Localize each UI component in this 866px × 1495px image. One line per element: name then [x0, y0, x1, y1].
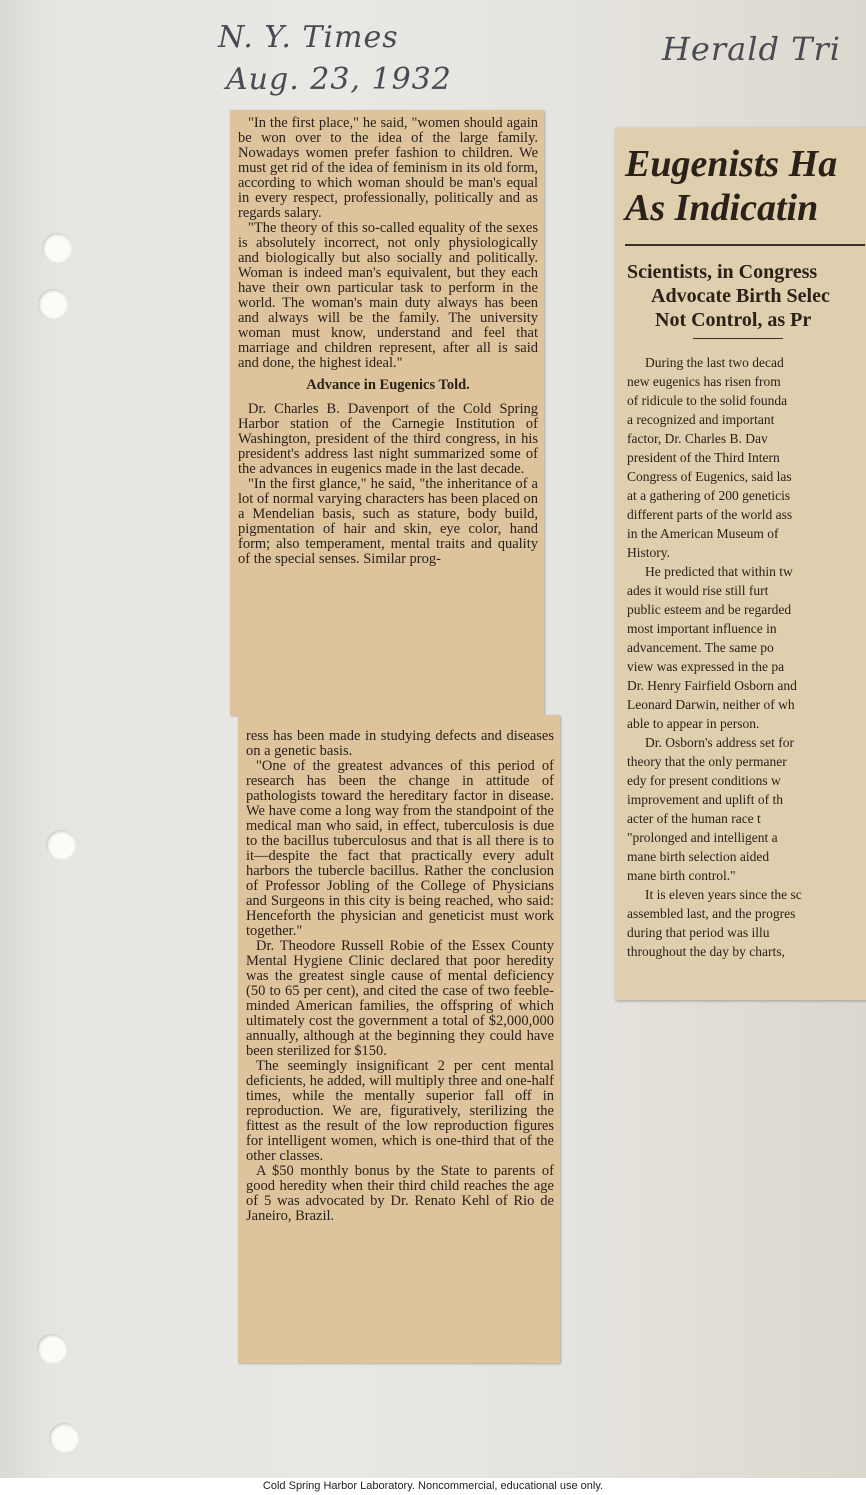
clipping-right [615, 128, 866, 1000]
article-line: Dr. Osborn's address set for [645, 735, 795, 750]
article-line: view was expressed in the pa [627, 659, 785, 674]
article-line: Dr. Henry Fairfield Osborn and [627, 678, 797, 693]
headline-line: Eugenists Ha [625, 143, 838, 185]
article-line: during that period was illu [627, 925, 770, 940]
article-line: public esteem and be regarded [627, 602, 792, 617]
divider [625, 244, 865, 246]
article-line: president of the Third Intern [627, 450, 780, 465]
headline-line: As Indicatin [625, 187, 819, 229]
divider [693, 338, 783, 339]
handwritten-date: Aug. 23, 1932 [226, 62, 452, 97]
article-line: different parts of the world ass [627, 507, 793, 522]
binder-hole-1 [42, 233, 72, 263]
handwritten-source-right: Herald Tri [662, 30, 841, 68]
article-line: improvement and uplift of th [627, 792, 783, 807]
article-body [615, 353, 866, 961]
paragraph: "One of the greatest advances of this period of research has been the change in attitude of pathologists toward the hereditary factor in disease. We have come a long way from the standpoint of the medical man who said, in effect, tuberculosis is due to the bacillus tuberculosus and that is all there is to it—despite the fact that practically every adult harbors the tubercle bacillus. Rather the conclusion of Professor Jobling of the College of Physicians and Surgeons in this city is being reached, who said: Henceforth the physician and geneticist must work together." [246, 758, 554, 939]
article-line: He predicted that within tw [645, 564, 793, 579]
article-line: at a gathering of 200 geneticis [627, 488, 791, 503]
article-line: mane birth control." [627, 868, 736, 883]
article-line: most important influence in [627, 621, 777, 636]
article-line: "prolonged and intelligent a [627, 830, 778, 845]
paragraph: "In the first glance," he said, "the inheritance of a lot of normal varying characters has been placed on a Mendelian basis, such as stature, body build, pigmentation of hair and skin, eye color, hand form; also temperament, mental traits and quality of the special senses. Similar prog- [238, 476, 538, 567]
article-line: History. [627, 545, 670, 560]
article-line: advancement. The same po [627, 640, 774, 655]
article-line: edy for present conditions w [627, 773, 781, 788]
deck [615, 260, 866, 332]
clipping-lower [238, 715, 560, 1363]
headline [615, 128, 866, 230]
binder-hole-4 [37, 1334, 67, 1364]
article-line: theory that the only permaner [627, 754, 787, 769]
article-line: Leonard Darwin, neither of wh [627, 697, 795, 712]
article-line: assembled last, and the progres [627, 906, 796, 921]
article-line: acter of the human race t [627, 811, 761, 826]
paragraph: The seemingly insignificant 2 per cent mental deficients, he added, will multiply three and one-half times, while the mentally superior fall off in reproduction. We are, figuratively, sterilizing the fittest as the result of the low reproduction figures for intelligent women, which is one-third that of the other classes. [246, 1058, 554, 1164]
deck-line: Not Control, as Pr [655, 309, 812, 331]
footer-credit: Cold Spring Harbor Laboratory. Noncommercial, educational use only. [0, 1478, 866, 1495]
binder-hole-2 [38, 289, 68, 319]
article-line: During the last two decad [645, 355, 784, 370]
section-subhead: Advance in Eugenics Told. [306, 377, 470, 393]
paragraph: Dr. Charles B. Davenport of the Cold Spring Harbor station of the Carnegie Institution of Washington, president of the third congress, in his president's address last night summarized some of the advances in eugenics made in the last decade. [238, 401, 538, 477]
article-line: It is eleven years since the sc [645, 887, 802, 902]
article-line: new eugenics has risen from [627, 374, 781, 389]
paragraph: A $50 monthly bonus by the State to parents of good heredity when their third child reaches the age of 5 was advocated by Dr. Renato Kehl of Rio de Janeiro, Brazil. [246, 1163, 554, 1224]
clipping-upper [230, 110, 544, 715]
article-line: in the American Museum of [627, 526, 779, 541]
paragraph: "The theory of this so-called equality of the sexes is absolutely incorrect, not only physiologically and biologically but also socially and politically. Woman is indeed man's equivalent, but they each have their own particular task to perform in the world. The woman's main duty always has been and always will be the family. The university woman must know, understand and feel that marriage and children represent, after all is said and done, the highest ideal." [238, 220, 538, 371]
article-line: factor, Dr. Charles B. Dav [627, 431, 768, 446]
article-line: Congress of Eugenics, said las [627, 469, 792, 484]
article-line: mane birth selection aided [627, 849, 770, 864]
binder-hole-3 [46, 830, 76, 860]
deck-line: Advocate Birth Selec [651, 285, 830, 307]
binder-hole-5 [49, 1423, 79, 1453]
article-line: of ridicule to the solid founda [627, 393, 788, 408]
paragraph: "In the first place," he said, "women should again be won over to the idea of the large family. Nowadays women prefer fashion to children. We must get rid of the idea of feminism in its old form, according to which woman should be man's equal in every respect, professionally, politically and as regards salary. [238, 115, 538, 221]
deck-line: Scientists, in Congress [627, 261, 818, 283]
paragraph: ress has been made in studying defects and diseases on a genetic basis. [246, 728, 554, 759]
article-line: able to appear in person. [627, 716, 760, 731]
article-line: throughout the day by charts, [627, 944, 785, 959]
paragraph: Dr. Theodore Russell Robie of the Essex County Mental Hygiene Clinic declared that poor heredity was the greatest single cause of mental deficiency (50 to 65 per cent), and cited the case of two feeble-minded American families, the offspring of which ultimately cost the government a total of $2,000,000 annually, although at the beginning they could have been sterilized for $150. [246, 938, 554, 1059]
article-line: ades it would rise still furt [627, 583, 769, 598]
handwritten-source: N. Y. Times [218, 20, 399, 55]
article-line: a recognized and important [627, 412, 775, 427]
